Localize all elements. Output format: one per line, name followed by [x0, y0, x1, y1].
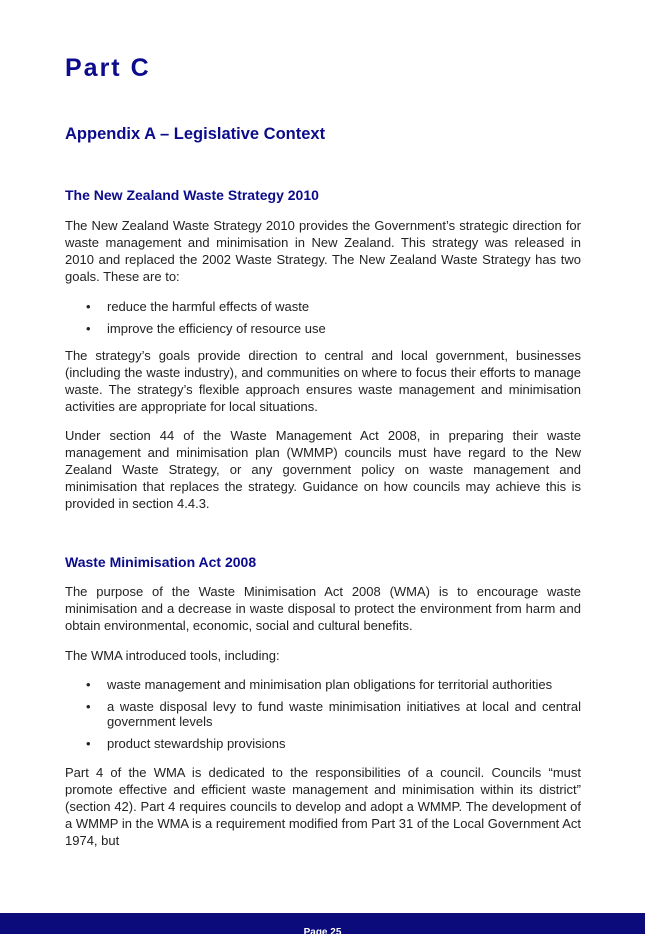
list-item-text: reduce the harmful effects of waste: [107, 299, 310, 314]
bullet-icon: •: [86, 321, 91, 336]
list-item: [65, 699, 581, 729]
list-item-text: waste management and minimisation plan obligations for territorial authorities: [107, 677, 553, 692]
list-item: [65, 736, 581, 751]
list-item: [65, 321, 581, 336]
bullet-list-strategy-goals: [65, 299, 581, 336]
paragraph-section-44: Under section 44 of the Waste Management Act 2008, in preparing their waste management and minimisation plan (WMMP) councils must have regard to the New Zealand Waste Strategy, or any government policy on waste management and minimisation that replaces the strategy. Guidance on how councils may achieve this is provided in section 4.4.3.: [65, 428, 581, 511]
footer-bar: [0, 913, 645, 938]
paragraph-wma-purpose: The purpose of the Waste Minimisation Act 2008 (WMA) is to encourage waste minimisation and a decrease in waste disposal to protect the environment from harm and obtain environmental, economic, social and cultural benefits.: [65, 584, 581, 633]
paragraph-strategy-goals: The strategy’s goals provide direction to central and local government, businesses (including the waste industry), and communities on where to focus their efforts to manage waste. The strategy’s flexible approach ensures waste management and minimisation activities are appropriate for local situations.: [65, 348, 581, 414]
page-number: Page 25: [303, 927, 342, 938]
list-item: [65, 299, 581, 314]
list-item-text: a waste disposal levy to fund waste minimisation initiatives at local and central government levels: [107, 699, 581, 729]
section-heading-waste-strategy: The New Zealand Waste Strategy 2010: [65, 187, 319, 203]
bullet-icon: •: [86, 677, 91, 692]
bullet-icon: •: [86, 699, 91, 714]
appendix-title: Appendix A – Legislative Context: [65, 125, 326, 143]
bullet-icon: •: [86, 736, 91, 751]
list-item-text: product stewardship provisions: [107, 736, 286, 751]
part-title: Part C: [65, 54, 151, 82]
paragraph-wma-part-4: Part 4 of the WMA is dedicated to the responsibilities of a council. Councils “must promote effective and efficient waste management and minimisation within its district” (section 42). Part 4 requires councils to develop and adopt a WMMP. The development of a WMMP in the WMA is a requirement modified from Part 31 of the Local Government Act 1974, but: [65, 765, 581, 848]
section-heading-wma: Waste Minimisation Act 2008: [65, 554, 257, 570]
list-item: [65, 677, 581, 692]
paragraph-strategy-intro: The New Zealand Waste Strategy 2010 provides the Government’s strategic direction for waste management and minimisation in New Zealand. This strategy was released in 2010 and replaced the 2002 Waste Strategy. The New Zealand Waste Strategy has two goals. These are to:: [65, 218, 581, 284]
bullet-list-wma-tools: [65, 677, 581, 751]
paragraph-wma-tools: The WMA introduced tools, including:: [65, 648, 280, 663]
bullet-icon: •: [86, 299, 91, 314]
list-item-text: improve the efficiency of resource use: [107, 321, 326, 336]
